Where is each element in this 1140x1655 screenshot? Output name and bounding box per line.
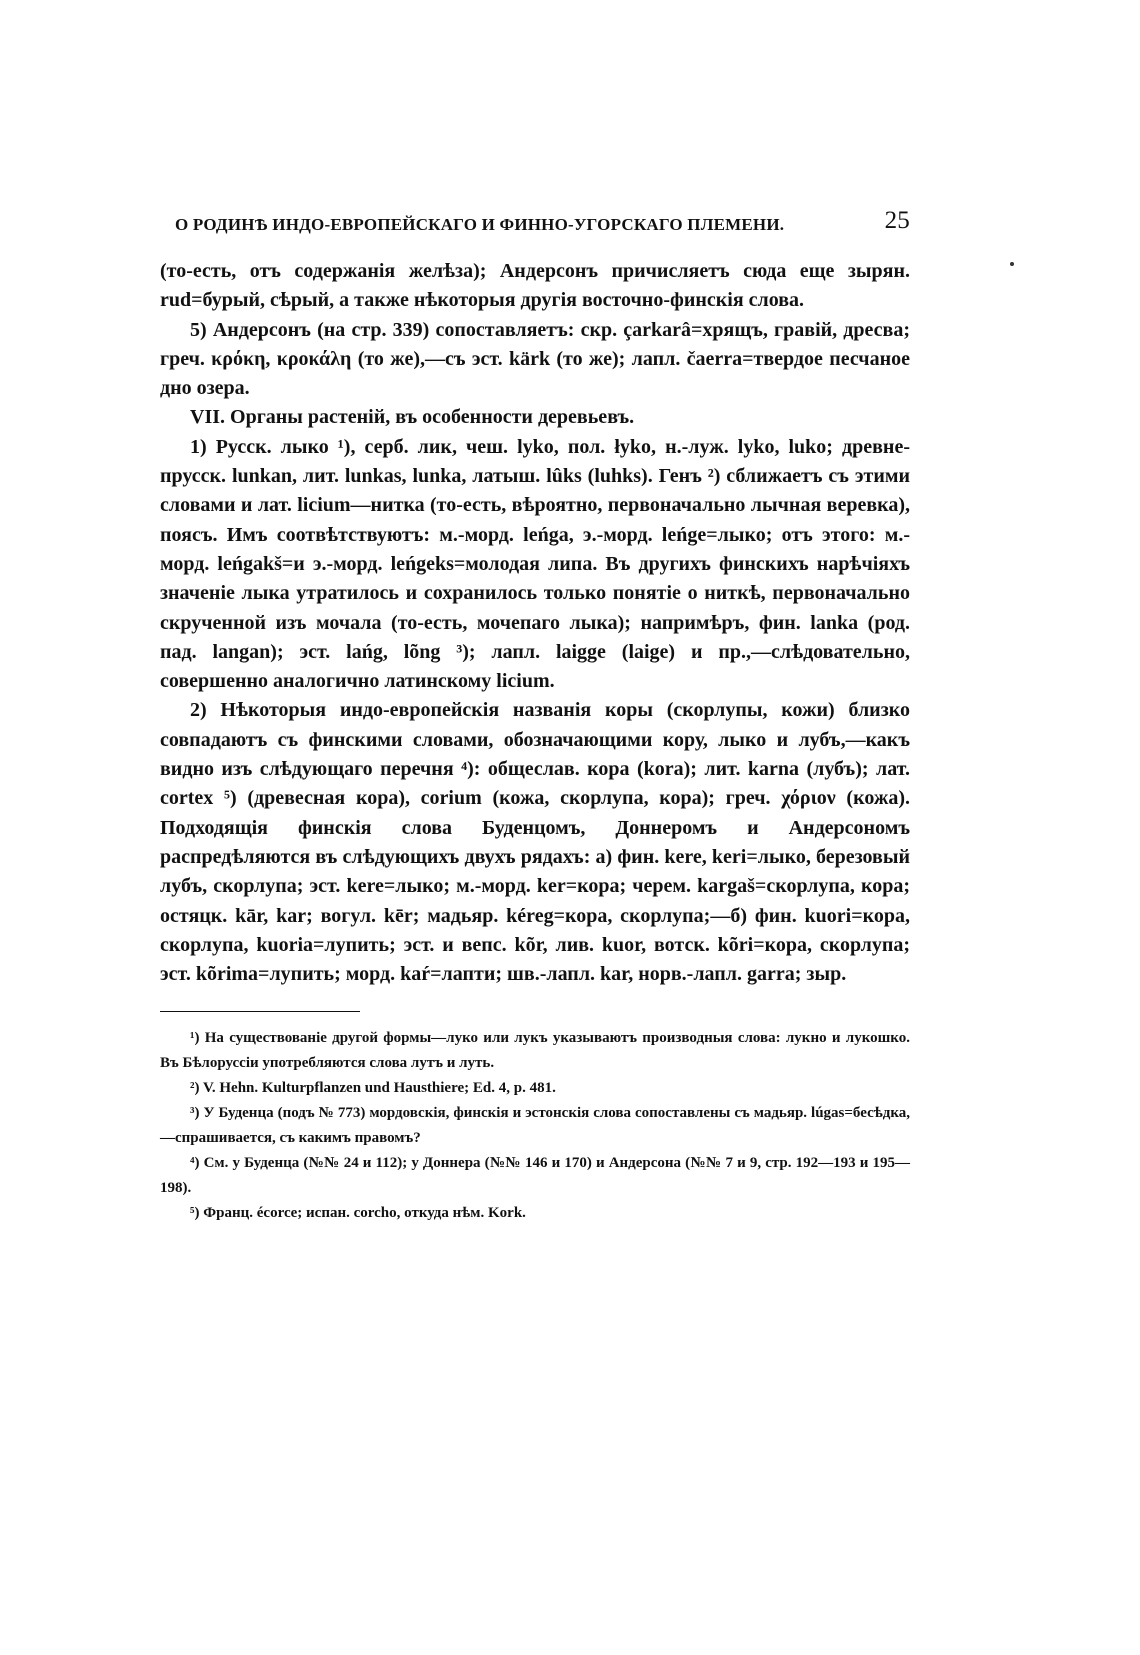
paragraph-item-2: 2) Нѣкоторыя индо-европейскія названія коры (скорлупы, кожи) близко совпадаютъ съ финскими словами, обозначающими кору, лыко и лубъ,—какъ видно изъ слѣдующаго перечня ⁴): общеслав. кора (kora); лит. karna (лубъ); лат. cortex ⁵) (древесная кора), corium (кожа, скорлупа, кора); греч. χόριον (кожа). Подходящія финскія слова Буденцомъ, Доннеромъ и Андерсономъ распредѣляются въ слѣдующихъ двухъ рядахъ: а) фин. kere, keri=лыко, березовый лубъ, скорлупа; эст. kere=лыко; м.-морд. ker=кора; черем. kargaš=скорлупа, кора; остяцк. kār, kar; вогул. kēr; мадьяр. kéreg=кора, скорлупа;—б) фин. kuori=кора, скорлупа, kuoria=лупить; эст. и вепс. kõr, лив. kuor, вотск. kõri=кора, скорлупа; эст. kõrima=лупить; морд. kaŕ=лапти; шв.-лапл. kar, норв.-лапл. garra; зыр. (160, 699, 910, 986)
footnote-3: ³) У Буденца (подъ № 773) мордовскія, финскія и эстонскія слова сопоставлены съ мадьяр. lúgas=бесѣдка,—спрашивается, съ какимъ правомъ? (160, 1105, 910, 1147)
page-number: 25 (884, 207, 910, 234)
footnote-2: ²) V. Hehn. Kulturpflanzen und Hausthiere; Ed. 4, p. 481. (190, 1080, 556, 1097)
footnote-1: ¹) На существованіе другой формы—луко или лукъ указываютъ производныя слова: лукно и лукошко. Въ Бѣлоруссіи употребляются слова лутъ и луть. (160, 1030, 910, 1072)
footnote-rule (160, 1011, 360, 1012)
paragraph-item-1: 1) Русск. лыко ¹), серб. лик, чеш. lyko, пол. łyko, н.-луж. lyko, luko; древне-прусск. lunkan, лит. lunkas, lunka, латыш. lûks (luhks). Генъ ²) сближаетъ съ этими словами и лат. licium—нитка (то-есть, вѣроятно, первоначально лычная веревка), поясъ. Имъ соотвѣтствуютъ: м.-морд. leńga, э.-морд. leńge=лыко; отъ этого: м.-морд. leńgakš=и э.-морд. leńgeks=молодая липа. Въ другихъ финскихъ нарѣчіяхъ значеніе лыка утратилось и сохранилось только понятіе о ниткѣ, первоначально скрученной изъ мочала (то-есть, мочепаго лыка); напримѣръ, фин. lanka (род. пад. langan); эст. lańg, lõng ³); лапл. laigge (laige) и пр.,—слѣдовательно, совершенно аналогично латинскому licium. (160, 435, 910, 693)
main-text (160, 257, 910, 989)
footnote-5: ⁵) Франц. écorce; испан. corcho, откуда нѣм. Kork. (190, 1205, 526, 1222)
paragraph-continuation: (то-есть, отъ содержанія желѣза); Андерсонъ причисляетъ сюда еще зырян. rud=бурый, сѣрый, а также нѣкоторыя другія восточно-финскія слова. (160, 260, 910, 312)
book-page (160, 205, 910, 1226)
paragraph-item-5: 5) Андерсонъ (на стр. 339) сопоставляетъ: скр. çarkarâ=хрящъ, гравій, дресва; греч. κρόκη, κροκάλη (то же),—съ эст. kärk (то же); лапл. čaerra=твердое песчаное дно озера. (160, 318, 910, 400)
running-header (160, 205, 910, 245)
section-heading-vii: VII. Органы растеній, въ особенности деревьевъ. (190, 406, 635, 429)
footnote-4: ⁴) См. у Буденца (№№ 24 и 112); у Доннера (№№ 146 и 170) и Андерсона (№№ 7 и 9, стр. 192—193 и 195—198). (160, 1155, 910, 1197)
footnotes (160, 1026, 910, 1226)
running-title: О РОДИНѢ ИНДО-ЕВРОПЕЙСКАГО И ФИННО-УГОРСКАГО ПЛЕМЕНИ. (175, 215, 785, 234)
margin-dot-mark (1010, 262, 1014, 266)
